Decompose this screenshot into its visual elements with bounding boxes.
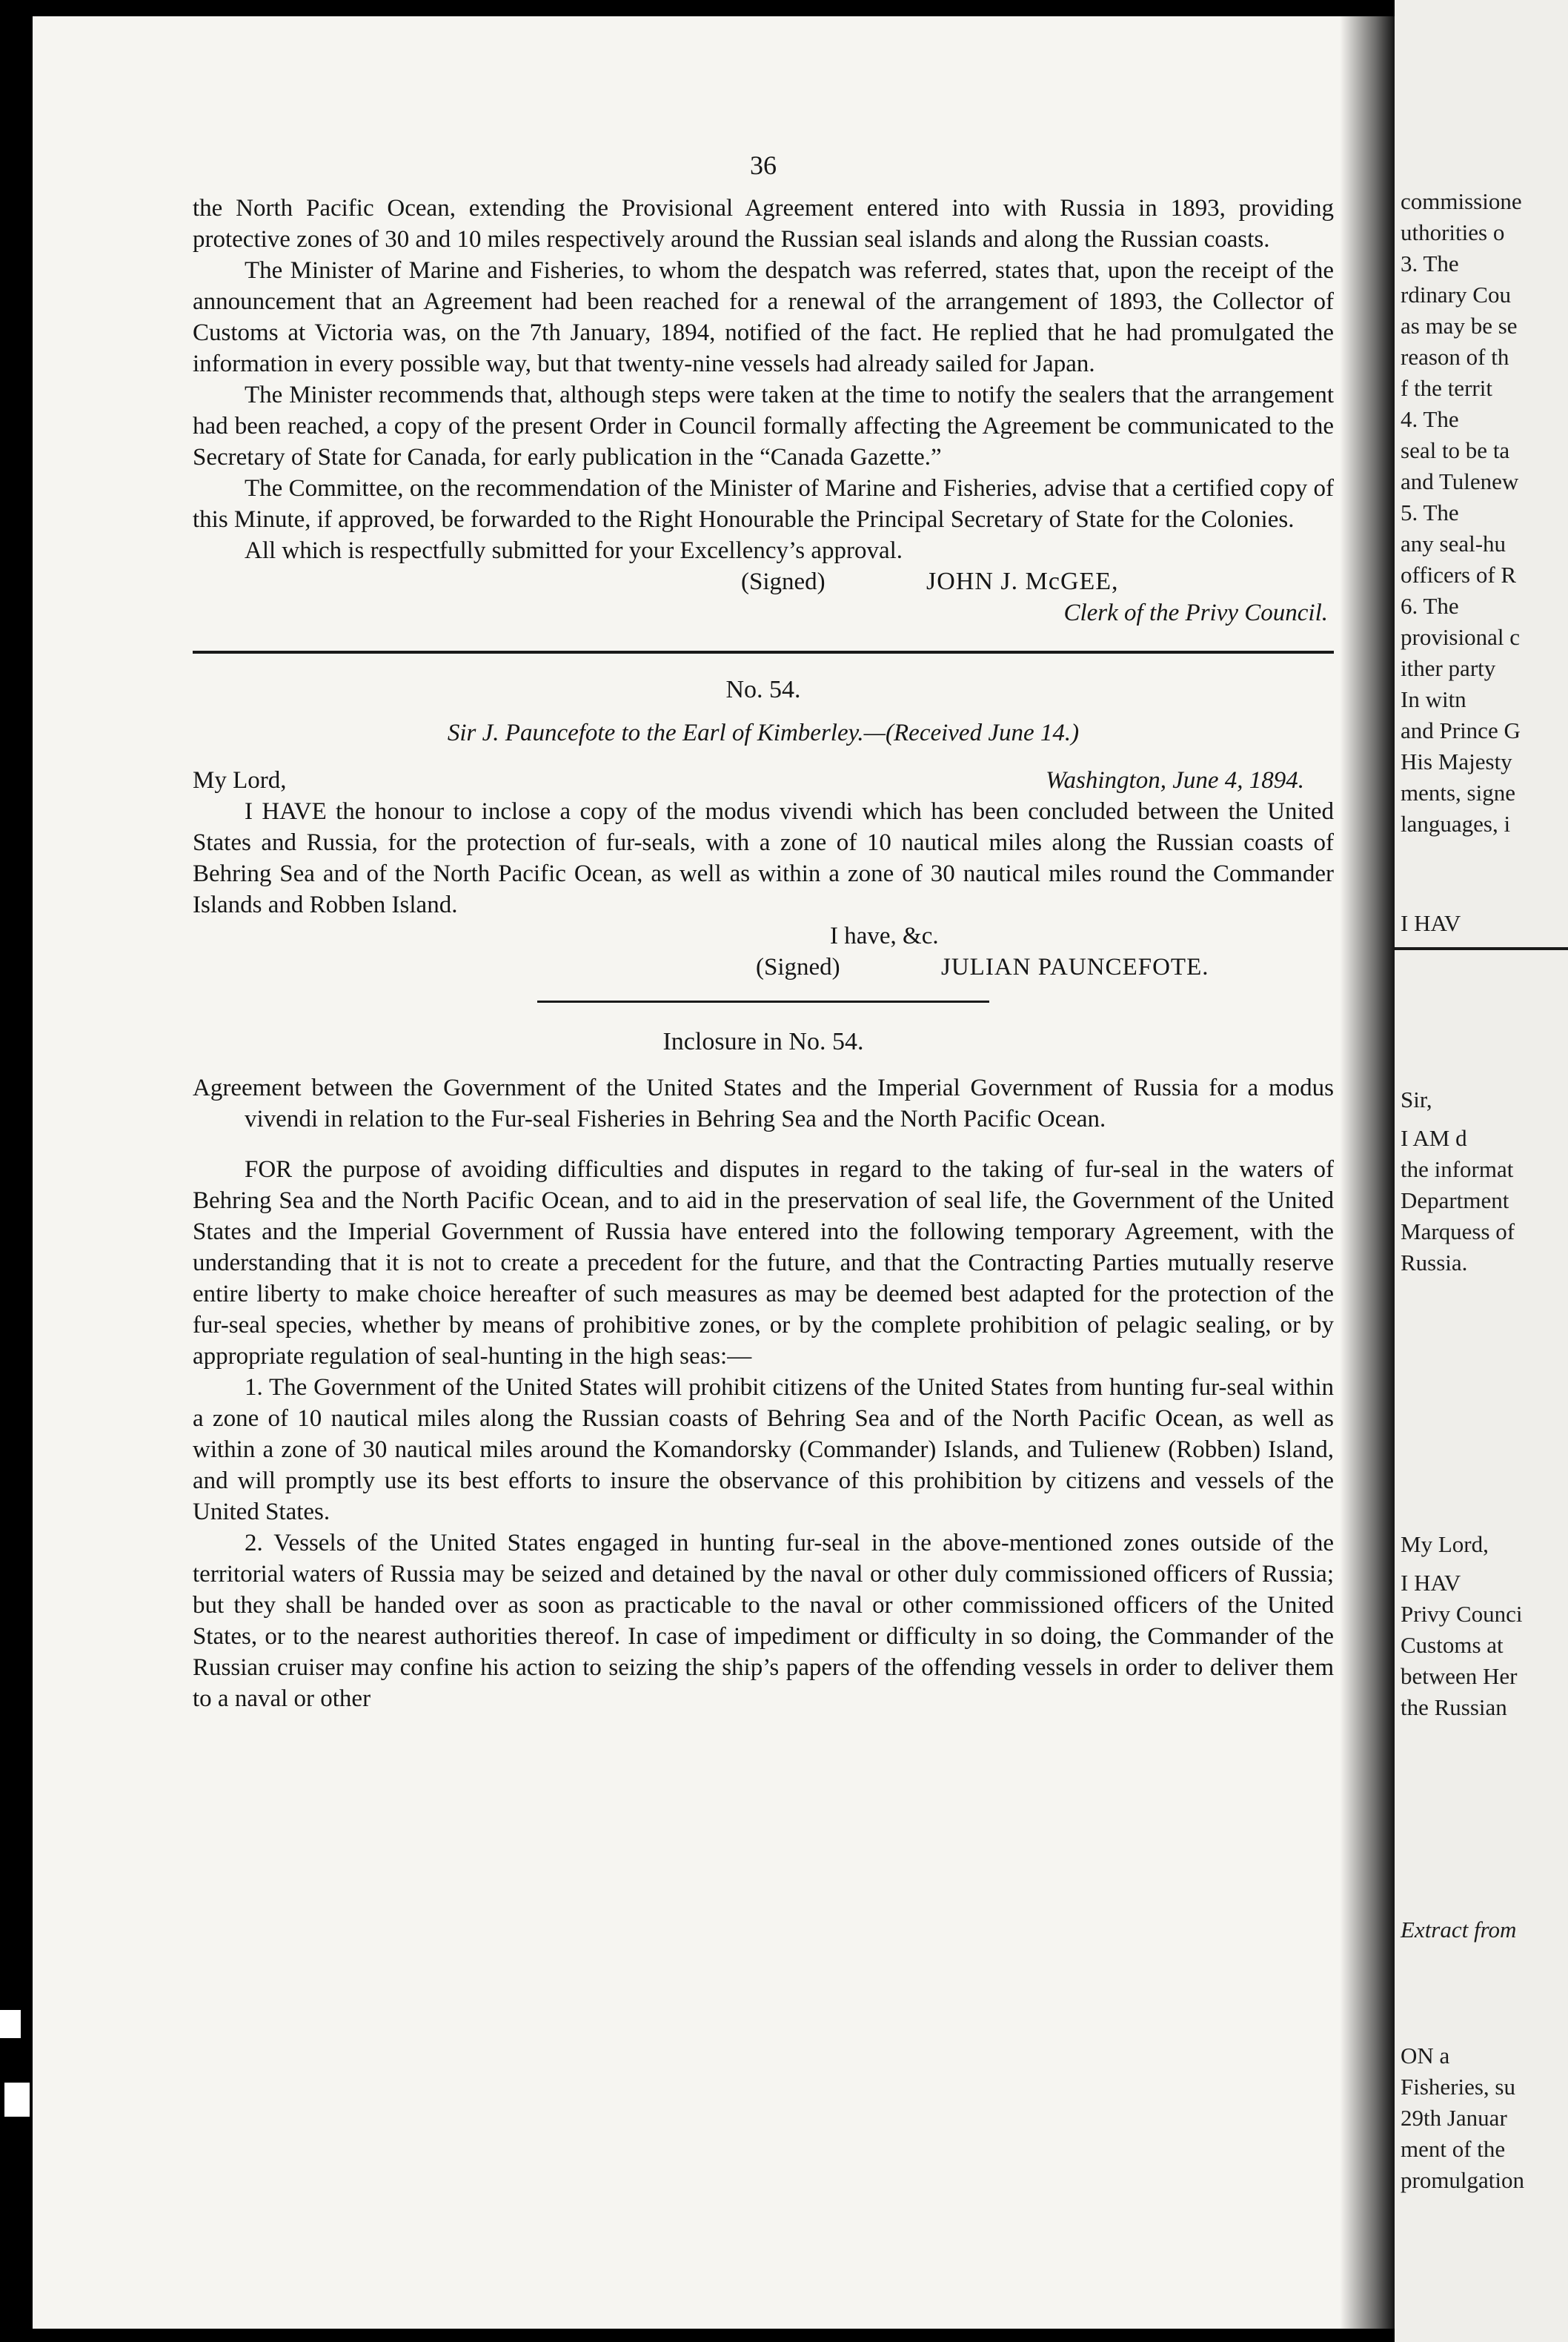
- signatory-name: JOHN J. McGEE,: [926, 568, 1119, 595]
- signed-label: (Signed): [741, 568, 825, 595]
- facing-page-line: Extract from: [1401, 1917, 1517, 1943]
- facing-page-line: officers of R: [1401, 562, 1517, 588]
- agreement-article-1: 1. The Government of the United States will prohibit citizens of the United States from hunting fur-seal within a zone of 10 nautical miles along the Russian coasts of Behring Sea and of the North Pacific Ocean, as well as within a zone of 30 nautical miles around the Komandorsky (Commander) Islands, and Tulienew (Robben) Island, and will promptly use its best efforts to insure the observance of this prohibition by citizens and vessels of the United States.: [193, 1374, 1334, 1525]
- facing-page-line: I AM d: [1401, 1125, 1467, 1151]
- facing-page-line: 5. The: [1401, 500, 1459, 525]
- scan-mark: [0, 2010, 21, 2038]
- closing-row: [193, 920, 1334, 952]
- facing-page: [1395, 0, 1568, 2342]
- facing-page-line: I HAV: [1401, 1570, 1461, 1596]
- signature-block: [193, 566, 1334, 597]
- page-number: 36: [750, 150, 777, 180]
- letter-body: I HAVE the honour to inclose a copy of the modus vivendi which has been concluded between the United States and Russia, for the protection of fur-seals, with a zone of 10 nautical miles along the Russian coasts of Behring Sea and of the North Pacific Ocean, as well as within a zone of 30 nautical miles round the Commander Islands and Robben Island.: [193, 798, 1334, 918]
- facing-page-line: between Her: [1401, 1663, 1518, 1689]
- paragraph: the North Pacific Ocean, extending the Provisional Agreement entered into with Russia in 1893, providing protective zones of 30 and 10 miles respectively around the Russian seal islands and along the Russian coasts.: [193, 195, 1334, 253]
- facing-page-line: I HAV: [1401, 910, 1461, 936]
- facing-page-line: 29th Januar: [1401, 2105, 1507, 2131]
- facing-page-line: 6. The: [1401, 593, 1459, 619]
- paragraph: The Minister recommends that, although steps were taken at the time to notify the sealers that the arrangement had been reached, a copy of the present Order in Council formally affecting the Agreement be communicated to the Secretary of State for Canada, for early publication in the “Canada Gazette.”: [193, 382, 1334, 471]
- facing-page-line: languages, i: [1401, 811, 1511, 837]
- signed-label: (Signed): [756, 954, 840, 981]
- facing-page-line: commissione: [1401, 188, 1522, 214]
- facing-page-line: any seal-hu: [1401, 531, 1506, 557]
- facing-page-line: the Russian: [1401, 1694, 1507, 1720]
- facing-page-line: as may be se: [1401, 313, 1518, 339]
- closing: I have, &c.: [830, 923, 939, 949]
- facing-page-line: Privy Counci: [1401, 1601, 1523, 1627]
- facing-page-line: Fisheries, su: [1401, 2074, 1515, 2100]
- facing-page-line: and Prince G: [1401, 717, 1521, 743]
- facing-page-line: the informat: [1401, 1156, 1514, 1182]
- section-divider: [193, 651, 1334, 654]
- signatory-name: JULIAN PAUNCEFOTE.: [941, 954, 1209, 981]
- facing-page-line: Russia.: [1401, 1250, 1468, 1276]
- facing-page-line: Department: [1401, 1187, 1509, 1213]
- salutation: My Lord,: [193, 767, 287, 794]
- facing-page-divider: [1395, 947, 1568, 950]
- facing-page-line: His Majesty: [1401, 749, 1512, 774]
- facing-page-line: and Tulenew: [1401, 468, 1519, 494]
- document-subtitle: Sir J. Pauncefote to the Earl of Kimberley.—(Received June 14.): [447, 720, 1080, 746]
- facing-page-line: seal to be ta: [1401, 437, 1510, 463]
- facing-page-line: Customs at: [1401, 1632, 1504, 1658]
- facing-page-line: 4. The: [1401, 406, 1459, 432]
- signatory-title: Clerk of the Privy Council.: [1063, 600, 1328, 626]
- page-content: [193, 150, 1334, 1714]
- facing-page-line: ither party: [1401, 655, 1496, 681]
- paragraph: All which is respectfully submitted for your Excellency’s approval.: [245, 537, 903, 564]
- facing-page-line: uthorities o: [1401, 219, 1505, 245]
- facing-page-line: ON a: [1401, 2043, 1450, 2069]
- agreement-preamble: FOR the purpose of avoiding difficulties and disputes in regard to the taking of fur-seal in the waters of Behring Sea and the North Pacific Ocean, and to aid in the preservation of seal life, the Government of the United States and the Imperial Government of Russia have entered into the following temporary Agreement, with the understanding that it is not to create a precedent for the future, and that the Contracting Parties mutually reserve entire liberty to make choice hereafter of such measures as may be deemed best adapted for the protection of the fur-seal species, whether by means of prohibitive zones, or by the complete prohibition of pelagic sealing, or by appropriate regulation of seal-hunting in the high seas:—: [193, 1156, 1334, 1370]
- facing-page-line: ments, signe: [1401, 780, 1515, 806]
- paragraph: The Committee, on the recommendation of the Minister of Marine and Fisheries, advise that a certified copy of this Minute, if approved, be forwarded to the Right Honourable the Principal Secretary of State for the Colonies.: [193, 475, 1334, 533]
- scan-mark: [4, 2083, 30, 2117]
- paragraph: The Minister of Marine and Fisheries, to whom the despatch was referred, states that, upon the receipt of the announcement that an Agreement had been reached for a renewal of the arrangement of 1893, the Collector of Customs at Victoria was, on the 7th January, 1894, notified of the fact. He replied that he had promulgated the information in every possible way, but that twenty-nine vessels had already sailed for Japan.: [193, 257, 1334, 377]
- document-number: No. 54.: [725, 676, 801, 703]
- agreement-title: Agreement between the Government of the United States and the Imperial Government of Russia for a modus vivendi in relation to the Fur-seal Fisheries in Behring Sea and the North Pacific Ocean.: [193, 1075, 1334, 1132]
- signature-row: [193, 952, 1334, 983]
- facing-page-line: provisional c: [1401, 624, 1520, 650]
- inclosure-heading: Inclosure in No. 54.: [662, 1028, 864, 1055]
- facing-page-line: My Lord,: [1401, 1531, 1489, 1557]
- facing-page-line: In witn: [1401, 686, 1466, 712]
- facing-page-line: Marquess of: [1401, 1218, 1515, 1244]
- facing-page-line: reason of th: [1401, 344, 1509, 370]
- place-date: Washington, June 4, 1894.: [1046, 767, 1304, 794]
- salutation-row: [193, 765, 1334, 796]
- facing-page-line: Sir,: [1401, 1087, 1432, 1112]
- agreement-article-2: 2. Vessels of the United States engaged in hunting fur-seal in the above-mentioned zones outside of the territorial waters of Russia may be seized and detained by the naval or other duly commissioned officers of Russia; but they shall be handed over as soon as practicable to the naval or other commissioned officers of the United States, or to the nearest authorities thereof. In case of impediment or difficulty in so doing, the Commander of the Russian cruiser may confine his action to seizing the ship’s papers of the offending vessels in order to deliver them to a naval or other: [193, 1530, 1334, 1712]
- book-gutter: [1340, 0, 1399, 2342]
- facing-page-line: promulgation: [1401, 2167, 1525, 2193]
- facing-page-line: 3. The: [1401, 251, 1459, 276]
- facing-page-line: f the territ: [1401, 375, 1492, 401]
- facing-page-line: rdinary Cou: [1401, 282, 1511, 308]
- facing-page-line: ment of the: [1401, 2136, 1506, 2162]
- document-page: [33, 16, 1396, 2329]
- short-divider: [537, 1001, 989, 1003]
